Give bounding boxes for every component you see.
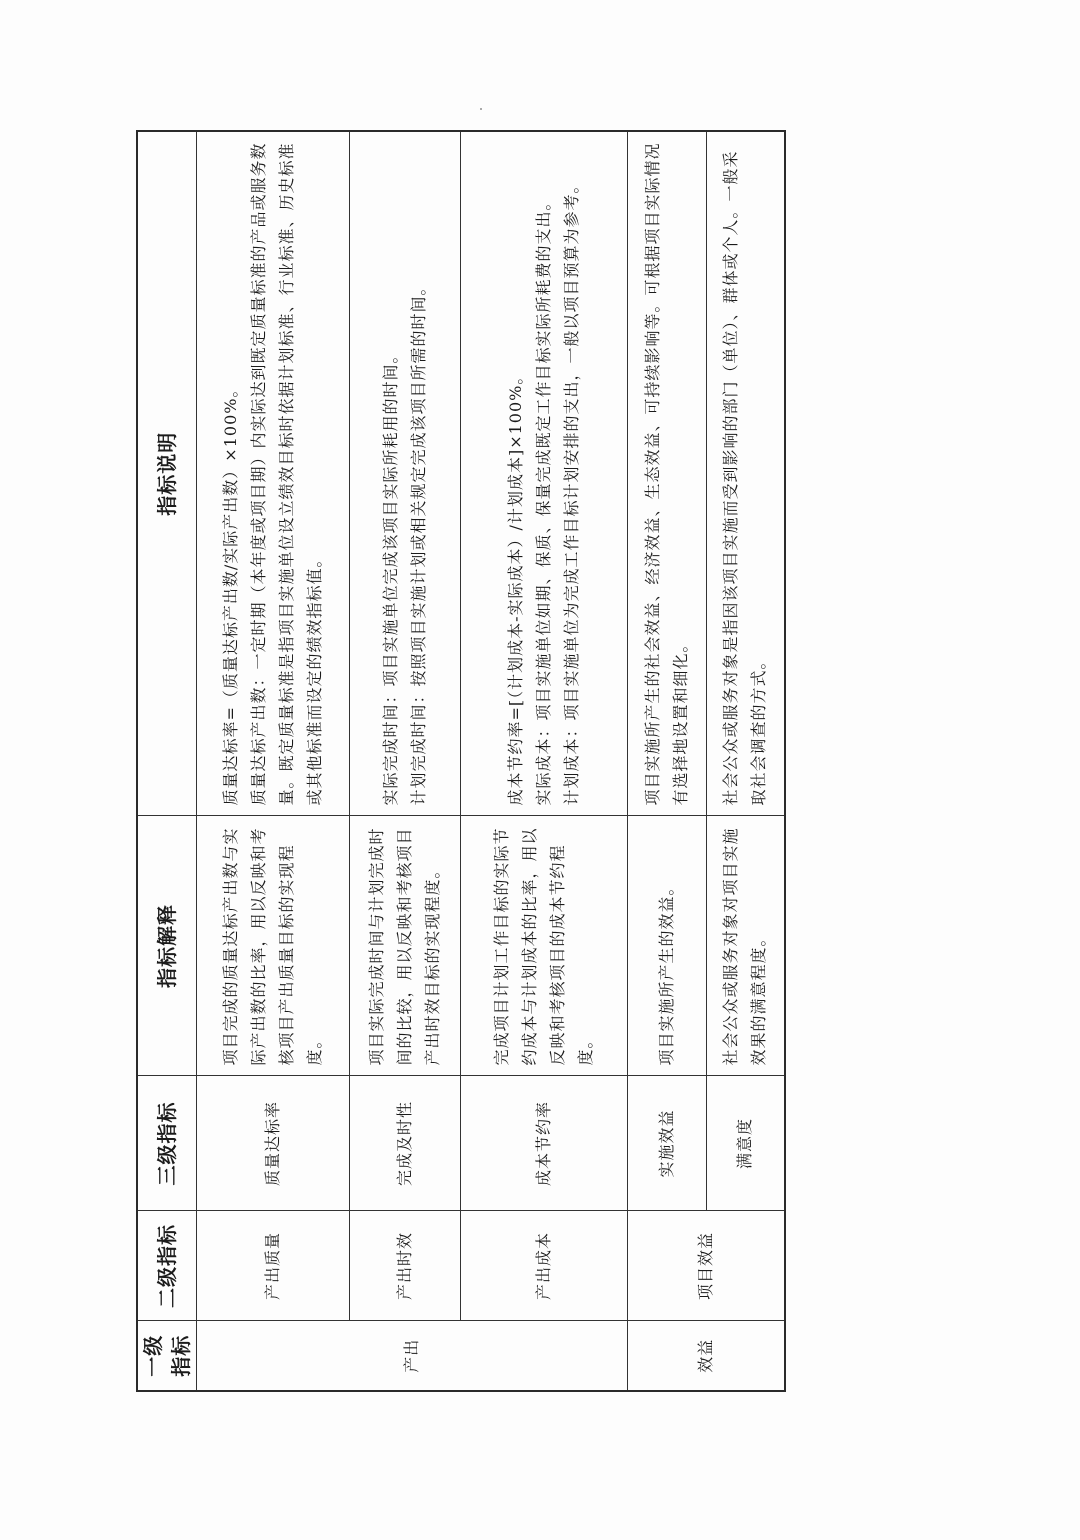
- description-line: 质量达标率=（质量达标产出数/实际产出数）×100%。: [221, 380, 241, 806]
- performance-index-table: [136, 130, 786, 1392]
- level2-timeliness: 产出时效: [350, 1211, 461, 1321]
- table-row: [628, 131, 707, 1391]
- table-row: [350, 131, 461, 1391]
- description-satisfaction: [706, 131, 785, 816]
- description-line: 实际完成时间：项目实施单位完成该项目实际所耗用的时间。: [381, 346, 401, 806]
- header-description: 指标说明: [137, 131, 197, 816]
- explanation-satisfaction: 社会公众或服务对象对项目实施效果的满意程度。: [706, 816, 785, 1076]
- level1-output: 产出: [197, 1321, 628, 1391]
- explanation-timeliness: 项目实际完成时间与计划完成时间的比较，用以反映和考核项目产出时效目标的实现程度。: [350, 816, 461, 1076]
- rotated-table-wrapper: [136, 132, 786, 1392]
- description-line: 质量达标产出数：一定时期（本年度或项目期）内实际达到既定质量标准的产品或服务数量。既定质量标准是指项目实施单位设立绩效目标时依据计划标准、行业标准、历史标准或其他标准而设定的绩效指标值。: [249, 142, 325, 806]
- level3-satisfaction: 满意度: [706, 1076, 785, 1211]
- description-quality: [197, 131, 350, 816]
- description-timeliness: [350, 131, 461, 816]
- header-level1: 一级指标: [137, 1321, 197, 1391]
- level3-effect: 实施效益: [628, 1076, 707, 1211]
- level3-cost: 成本节约率: [461, 1076, 628, 1211]
- level3-quality: 质量达标率: [197, 1076, 350, 1211]
- description-line: 实际成本：项目实施单位如期、保质、保量完成既定工作目标实际所耗费的支出。: [534, 193, 554, 806]
- level3-timeliness: 完成及时性: [350, 1076, 461, 1211]
- explanation-cost: 完成项目计划工作目标的实际节约成本与计划成本的比率，用以反映和考核项目的成本节约程度。: [461, 816, 628, 1076]
- explanation-quality: 项目完成的质量达标产出数与实际产出数的比率，用以反映和考核项目产出质量目标的实现程度。: [197, 816, 350, 1076]
- table-row: [461, 131, 628, 1391]
- description-line: 计划成本：项目实施单位为完成工作目标计划安排的支出，一般以项目预算为参考。: [562, 176, 582, 806]
- description-cost: [461, 131, 628, 816]
- description-line: 计划完成时间：按照项目实施计划或相关规定完成该项目所需的时间。: [409, 278, 429, 806]
- description-line: 成本节约率=[（计划成本-实际成本）/计划成本]×100%。: [506, 367, 526, 806]
- header-level3: 三级指标: [137, 1076, 197, 1211]
- description-line: 项目实施所产生的社会效益、经济效益、生态效益、可持续影响等。可根据项目实际情况有选择地设置和细化。: [643, 142, 691, 806]
- level1-benefit: 效益: [628, 1321, 785, 1391]
- description-effect: [628, 131, 707, 816]
- description-line: 社会公众或服务对象是指因该项目实施而受到影响的部门（单位）、群体或个人。一般采取社会调查的方式。: [721, 150, 769, 806]
- header-level2: 二级指标: [137, 1211, 197, 1321]
- table-row: [197, 131, 350, 1391]
- level2-cost: 产出成本: [461, 1211, 628, 1321]
- table-header-row: [137, 131, 197, 1391]
- explanation-effect: 项目实施所产生的效益。: [628, 816, 707, 1076]
- scan-speck: [480, 108, 482, 110]
- table-row: [706, 131, 785, 1391]
- level2-effect: 项目效益: [628, 1211, 785, 1321]
- header-explanation: 指标解释: [137, 816, 197, 1076]
- level2-quality: 产出质量: [197, 1211, 350, 1321]
